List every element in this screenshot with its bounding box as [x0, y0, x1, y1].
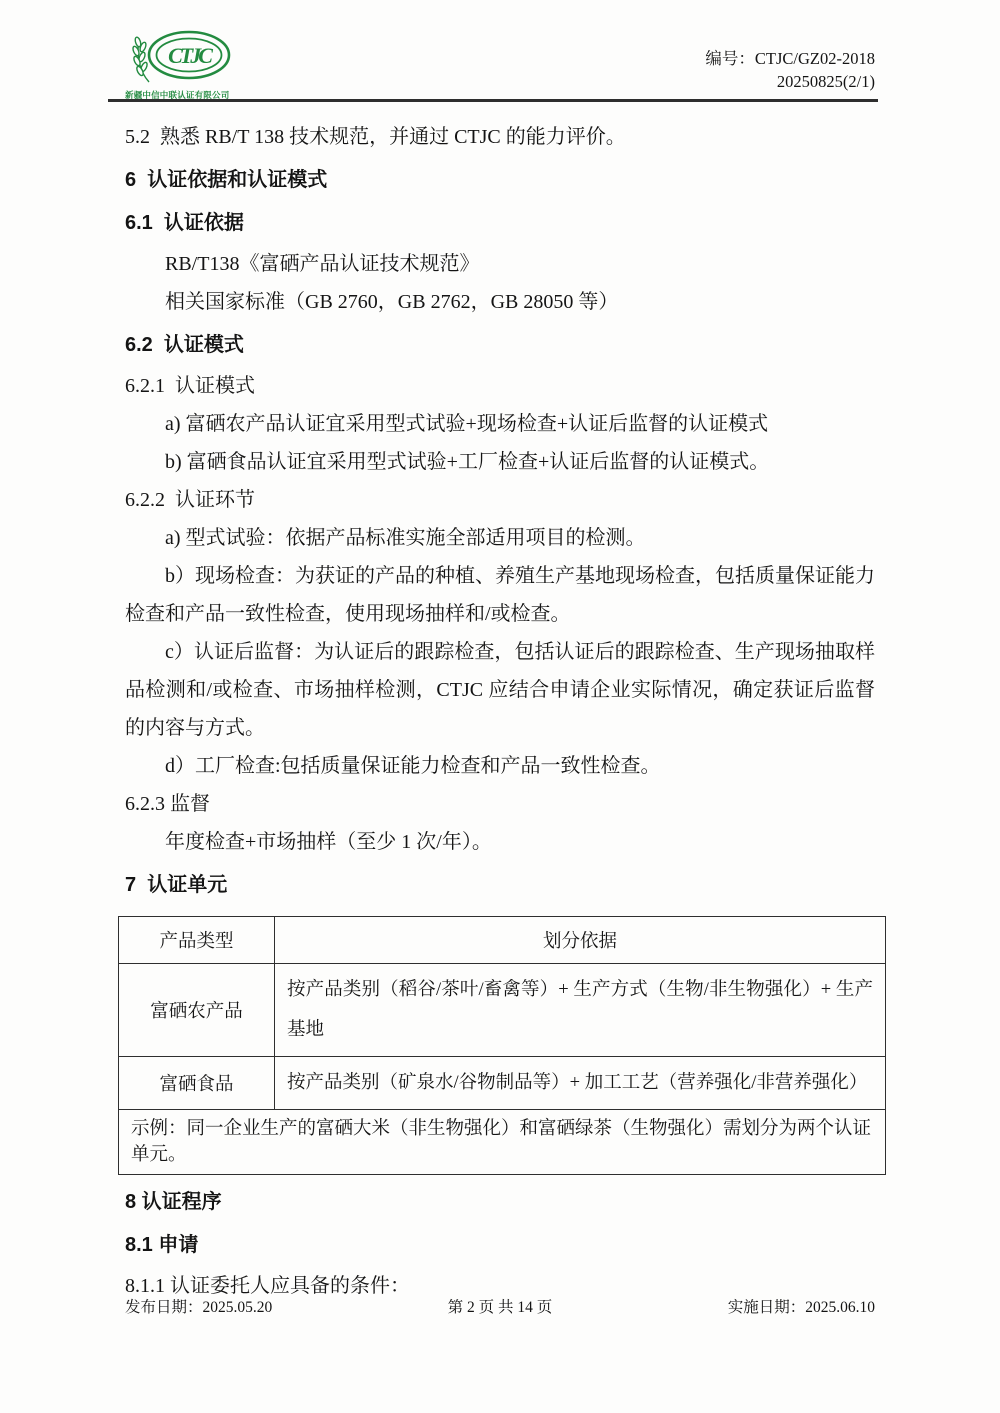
table-row: [119, 964, 886, 1057]
para-6-2-1-a: a) 富硒农产品认证宜采用型式试验+现场检查+认证后监督的认证模式: [165, 413, 769, 435]
section-7-heading: 7 认证单元: [125, 874, 228, 896]
logo-block: [125, 30, 255, 101]
wheat-ear-icon: [132, 37, 149, 82]
doc-version: 20250825(2/1): [776, 72, 875, 91]
ctjc-logo-text: CTJC: [168, 43, 210, 68]
ctjc-logo-icon: [125, 30, 233, 84]
footer-implementation-date: 实施日期：2025.06.10: [727, 1299, 875, 1316]
para-5-2: 5.2 熟悉 RB/T 138 技术规范，并通过 CTJC 的能力评价。: [125, 126, 626, 148]
table-note-row: [119, 1110, 886, 1175]
para-6-2-2-b: b）现场检查：为获证的产品的种植、养殖生产基地现场检查，包括质量保证能力检查和产品一致性检查，使用现场抽样和/或检查。: [125, 565, 875, 625]
footer-release-date: 发布日期：2025.05.20: [125, 1299, 273, 1316]
document-body: [0, 102, 1000, 1305]
para-6-2-2-c: c）认证后监督：为认证后的跟踪检查，包括认证后的跟踪检查、生产现场抽取样品检测和/或检查、市场抽样检测，CTJC 应结合申请企业实际情况，确定获证后监督的内容与方式。: [125, 641, 875, 739]
para-national-standards: 相关国家标准（GB 2760，GB 2762，GB 28050 等）: [165, 291, 619, 313]
col-header-product-type: 产品类型: [119, 917, 275, 964]
para-rbt138: RB/T138《富硒产品认证技术规范》: [165, 253, 480, 275]
footer-page-number: 第 2 页 共 14 页: [447, 1299, 553, 1316]
page-header: [0, 0, 1000, 100]
section-6-1-heading: 6.1 认证依据: [125, 212, 244, 234]
table-example-note: 示例：同一企业生产的富硒大米（非生物强化）和富硒绿茶（生物强化）需划分为两个认证单元。: [119, 1110, 886, 1175]
section-8-heading: 8 认证程序: [125, 1191, 222, 1213]
certification-units-table: [118, 916, 886, 1175]
doc-number: 编号：CTJC/GZ02-2018: [705, 49, 875, 68]
para-8-1-1: 8.1.1 认证委托人应具备的条件：: [125, 1275, 410, 1297]
cell-agri-basis: 按产品类别（稻谷/茶叶/畜禽等）+ 生产方式（生物/非生物强化）+ 生产基地: [275, 964, 886, 1057]
table-header-row: [119, 917, 886, 964]
doc-meta: [705, 30, 875, 93]
para-6-2-2-a: a) 型式试验：依据产品标准实施全部适用项目的检测。: [165, 527, 646, 549]
para-6-2-3-annual: 年度检查+市场抽样（至少 1 次/年）。: [165, 831, 492, 853]
section-6-2-1: 6.2.1 认证模式: [125, 375, 255, 397]
company-name: 新疆中信中联认证有限公司: [125, 90, 230, 100]
section-6-2-2: 6.2.2 认证环节: [125, 489, 255, 511]
para-6-2-1-b: b) 富硒食品认证宜采用型式试验+工厂检查+认证后监督的认证模式。: [165, 451, 770, 473]
table-row: [119, 1057, 886, 1110]
cell-agri-product-type: 富硒农产品: [119, 964, 275, 1057]
section-6-heading: 6 认证依据和认证模式: [125, 169, 328, 191]
section-8-1-heading: 8.1 申请: [125, 1234, 199, 1256]
page-footer: [125, 1295, 875, 1317]
para-6-2-2-d: d）工厂检查:包括质量保证能力检查和产品一致性检查。: [165, 755, 661, 777]
cell-food-basis: 按产品类别（矿泉水/谷物制品等）+ 加工工艺（营养强化/非营养强化）: [275, 1057, 886, 1110]
col-header-division-basis: 划分依据: [275, 917, 886, 964]
section-6-2-heading: 6.2 认证模式: [125, 334, 244, 356]
cell-food-product-type: 富硒食品: [119, 1057, 275, 1110]
section-6-2-3: 6.2.3 监督: [125, 793, 210, 815]
